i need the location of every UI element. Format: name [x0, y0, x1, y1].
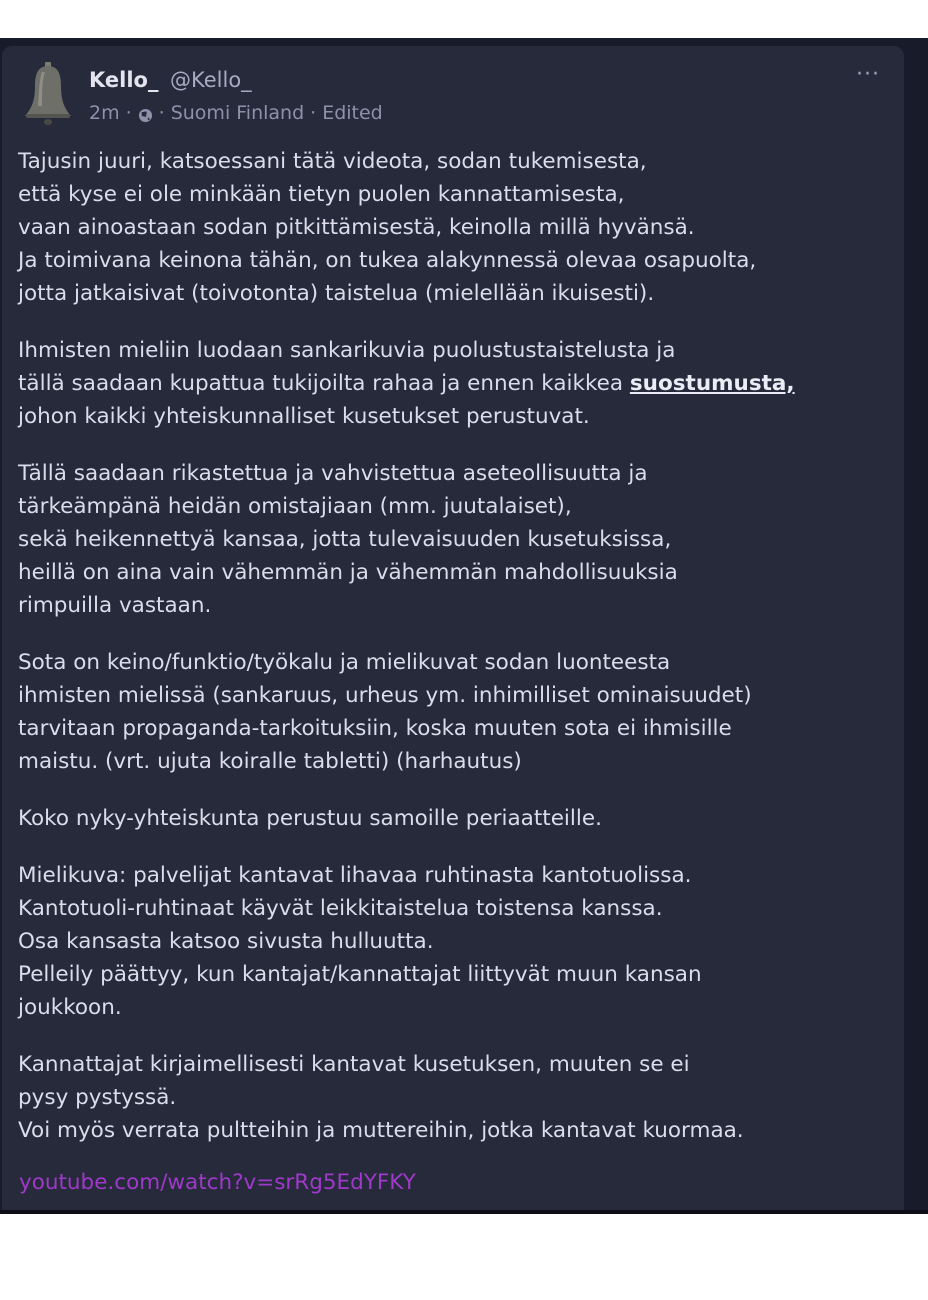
avatar[interactable] [22, 60, 74, 126]
text-line: Osa kansasta katsoo sivusta hulluutta. [18, 929, 434, 954]
text-line: Pelleily päättyy, kun kantajat/kannattajat liittyvät muun kansan [18, 962, 702, 987]
text-line: Koko nyky-yhteiskunta perustuu samoille periaatteille. [18, 806, 602, 831]
paragraph [18, 802, 898, 835]
text-line: johon kaikki yhteiskunnalliset kusetukset perustuvat. [18, 404, 590, 429]
post-time[interactable]: 2m [89, 102, 120, 124]
text-line: jotta jatkaisivat (toivotonta) taistelua (mielellään ikuisesti). [18, 281, 655, 306]
paragraph [18, 646, 898, 778]
youtube-link[interactable]: youtube.com/watch?v=srRg5EdYFKY [19, 1170, 416, 1195]
post-body [18, 145, 898, 1171]
text-line: tärkeämpänä heidän omistajiaan (mm. juutalaiset), [18, 494, 572, 519]
post-meta [89, 102, 383, 124]
text-line: pysy pystyssä. [18, 1085, 177, 1110]
text-line: heillä on aina vain vähemmän ja vähemmän mahdollisuuksia [18, 560, 678, 585]
text-line: joukkoon. [18, 995, 122, 1020]
text-line: Tällä saadaan rikastettua ja vahvistettua aseteollisuutta ja [18, 461, 648, 486]
edited-label[interactable]: Edited [322, 102, 383, 124]
hashtag-link[interactable]: suostumusta, [629, 371, 795, 396]
text-line: Mielikuva: palvelijat kantavat lihavaa ruhtinasta kantotuolissa. [18, 863, 692, 888]
text-line: ihmisten mielissä (sankaruus, urheus ym. inhimilliset ominaisuudet) [18, 683, 752, 708]
frame-bottom-edge [0, 1210, 928, 1214]
paragraph [18, 457, 898, 622]
paragraph [18, 145, 898, 310]
text-line: rimpuilla vastaan. [18, 593, 212, 618]
text-segment: tällä saadaan kupattua tukijoilta rahaa ja ennen kaikkea [18, 371, 630, 396]
text-line: vaan ainoastaan sodan pitkittämisestä, keinolla millä hyvänsä. [18, 215, 695, 240]
text-line: maistu. (vrt. ujuta koiralle tabletti) (harhautus) [18, 749, 522, 774]
globe-icon [138, 106, 153, 121]
paragraph [18, 1048, 898, 1147]
text-line: Tajusin juuri, katsoessani tätä videota, sodan tukemisesta, [18, 149, 647, 174]
text-line: Kantotuoli-ruhtinaat käyvät leikkitaistelua toistensa kanssa. [18, 896, 663, 921]
text-line: sekä heikennettyä kansaa, jotta tulevaisuuden kusetuksissa, [18, 527, 672, 552]
separator: · [310, 102, 317, 124]
text-line [18, 367, 898, 400]
text-line: Ja toimivana keinona tähän, on tukea alakynnessä olevaa osapuolta, [18, 248, 757, 273]
separator: · [125, 102, 132, 124]
text-line: Sota on keino/funktio/työkalu ja mielikuvat sodan luonteesta [18, 650, 671, 675]
text-line: että kyse ei ole minkään tietyn puolen kannattamisesta, [18, 182, 625, 207]
author-name[interactable]: Kello_ [89, 68, 159, 92]
author-handle[interactable]: @Kello_ [170, 68, 252, 92]
bell-icon [22, 60, 74, 126]
paragraph [18, 334, 898, 433]
more-options-icon[interactable]: ··· [856, 62, 880, 87]
text-line: Ihmisten mieliin luodaan sankarikuvia puolustustaistelusta ja [18, 338, 676, 363]
post-location[interactable]: Suomi Finland [170, 102, 305, 124]
text-line: tarvitaan propaganda-tarkoituksiin, koska muuten sota ei ihmisille [18, 716, 732, 741]
text-line: Kannattajat kirjaimellisesti kantavat kusetuksen, muuten se ei [18, 1052, 690, 1077]
separator: · [158, 102, 165, 124]
paragraph [18, 859, 898, 1024]
text-line: Voi myös verrata pultteihin ja muttereihin, jotka kantavat kuormaa. [18, 1118, 744, 1143]
